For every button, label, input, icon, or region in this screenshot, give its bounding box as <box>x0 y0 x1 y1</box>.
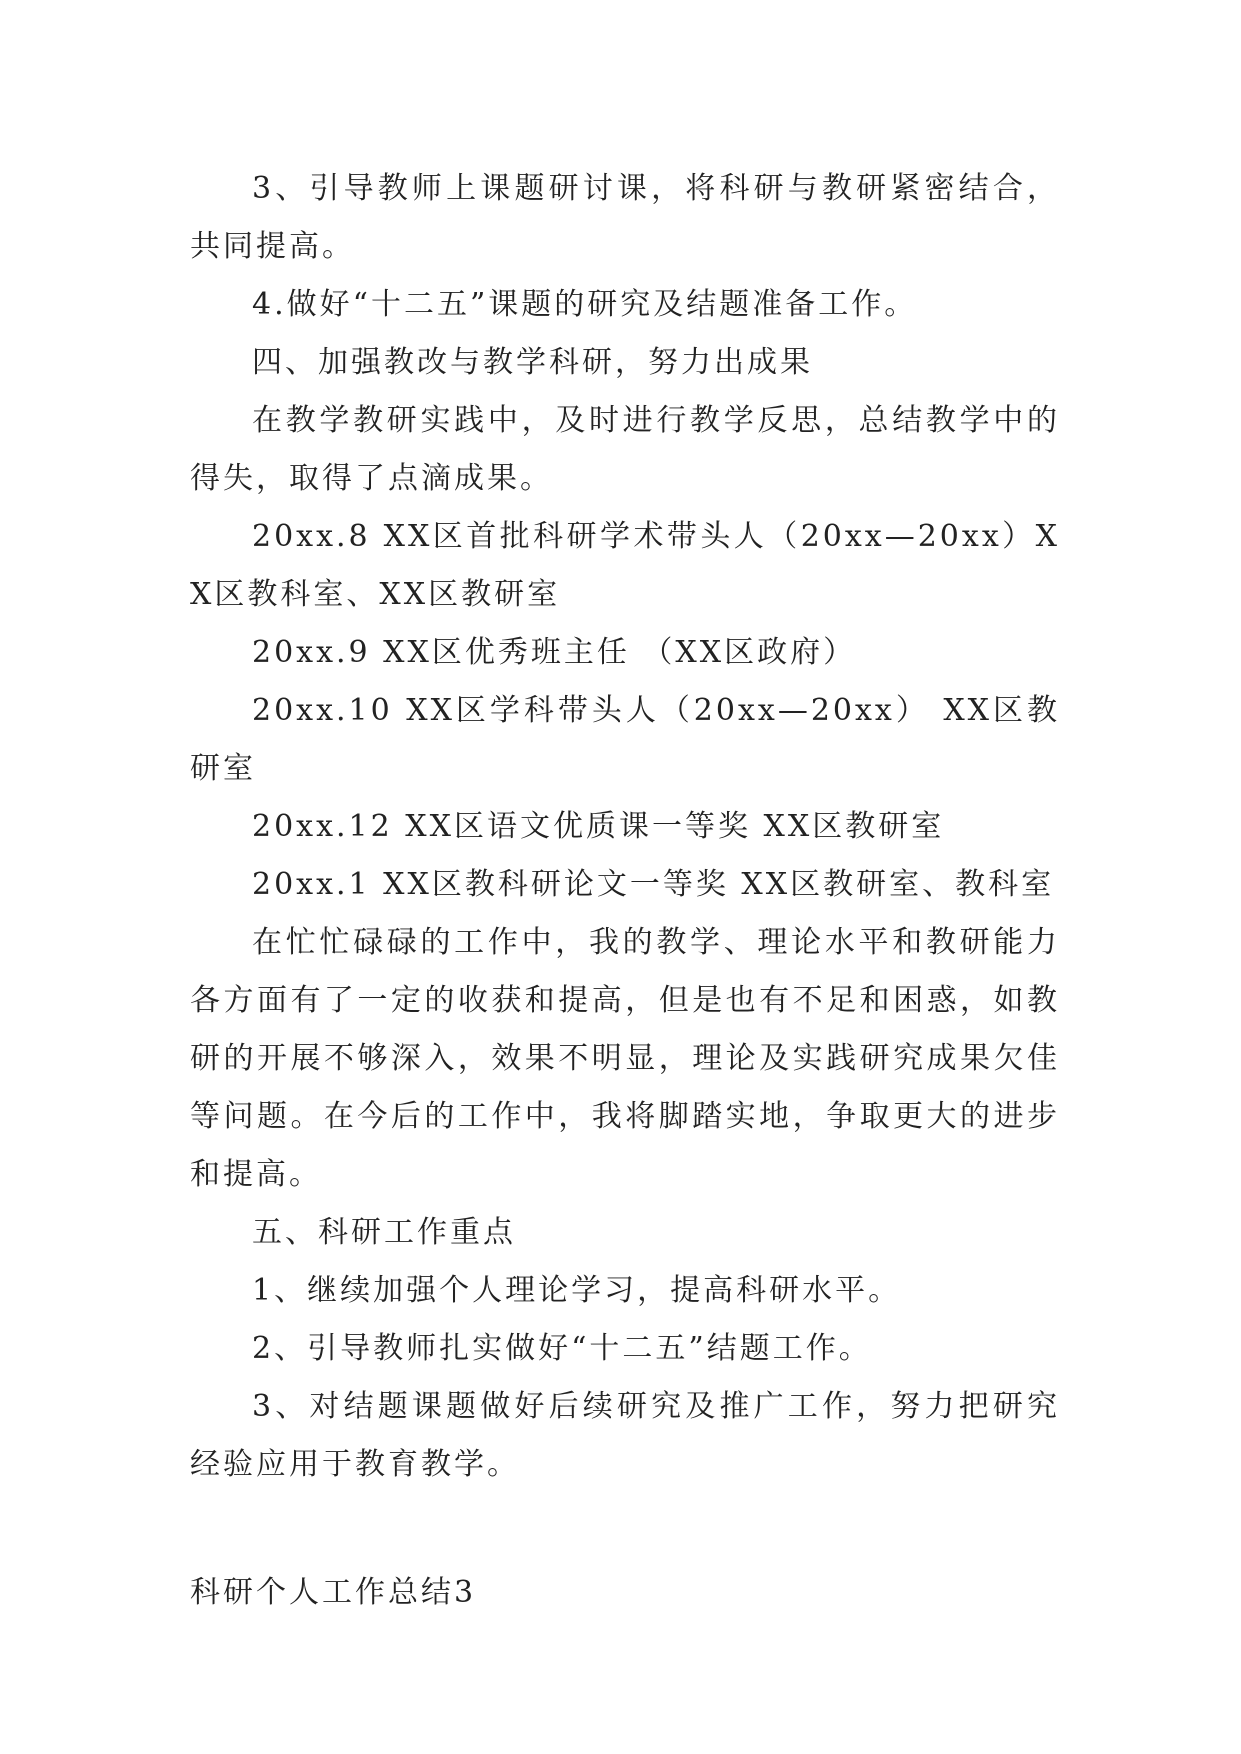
paragraph-focus-2: 2、引导教师扎实做好“十二五”结题工作。 <box>252 1331 872 1366</box>
paragraph-summary: 在忙忙碌碌的工作中，我的教学、理论水平和教研能力各方面有了一定的收获和提高，但是也有不足和困惑，如教研的开展不够深入，效果不明显，理论及实践研究成果欠佳等问题。在今后的工作中，我将脚踏实地，争取更大的进步和提高。 <box>190 925 1060 1192</box>
paragraph-award-4: 20xx.12 XX区语文优质课一等奖 XX区教研室 <box>252 809 945 844</box>
paragraph-section-four-title: 四、加强教改与教学科研，努力出成果 <box>252 345 813 380</box>
paragraph-award-1: 20xx.8 XX区首批科研学术带头人（20xx—20xx）XX区教科室、XX区教研室 <box>190 519 1060 612</box>
paragraph-guide-research-lessons: 3、引导教师上课题研讨课，将科研与教研紧密结合，共同提高。 <box>190 171 1060 264</box>
document-body <box>190 160 1060 1622</box>
paragraph-section-five-title: 五、科研工作重点 <box>252 1215 516 1250</box>
paragraph-focus-1: 1、继续加强个人理论学习，提高科研水平。 <box>252 1273 902 1308</box>
paragraph-award-2: 20xx.9 XX区优秀班主任 （XX区政府） <box>252 635 857 670</box>
paragraph-project-preparation: 4.做好“十二五”课题的研究及结题准备工作。 <box>252 287 918 322</box>
paragraph-focus-3: 3、对结题课题做好后续研究及推广工作，努力把研究经验应用于教育教学。 <box>190 1389 1060 1482</box>
section-heading: 科研个人工作总结3 <box>190 1575 477 1610</box>
paragraph-reflection: 在教学教研实践中，及时进行教学反思，总结教学中的得失，取得了点滴成果。 <box>190 403 1060 496</box>
paragraph-award-5: 20xx.1 XX区教科研论文一等奖 XX区教研室、教科室 <box>252 867 1055 902</box>
paragraph-award-3: 20xx.10 XX区学科带头人（20xx—20xx） XX区教研室 <box>190 693 1060 786</box>
